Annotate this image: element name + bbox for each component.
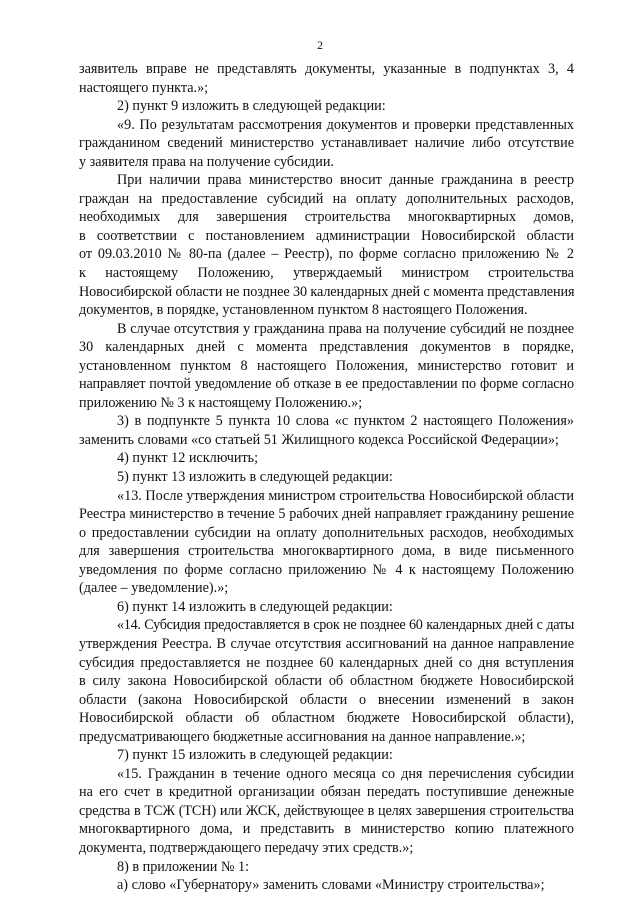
text-line: 8) в приложении № 1: bbox=[117, 858, 250, 875]
text-line: документа, подтверждающего передачу этих средств.»; bbox=[79, 839, 414, 856]
text-line: гражданином сведений министерство устанавливает наличие либо отсутствие bbox=[79, 135, 574, 152]
text-line: предусматривающего бюджетные ассигнования на данное направление.»; bbox=[79, 728, 526, 745]
text-line: многоквартирного дома, и представить в министерство копию платежного bbox=[79, 821, 574, 838]
text-line: области (закона Новосибирской области о внесении изменений в закон bbox=[79, 691, 574, 708]
text-line: Новосибирской области об областном бюджете Новосибирской области), bbox=[79, 710, 574, 727]
text-line: приложению № 3 к настоящему Положению.»; bbox=[79, 394, 363, 411]
text-line: 4) пункт 12 исключить; bbox=[117, 450, 259, 467]
text-line: настоящего пункта.»; bbox=[79, 79, 209, 96]
text-line: направляет почтой уведомление об отказе в ее предоставлении по форме согласно bbox=[79, 376, 574, 393]
text-line: к настоящему Положению, утверждаемый министром строительства bbox=[79, 265, 574, 282]
text-line: о предоставлении субсидии на оплату дополнительных расходов, необходимых bbox=[79, 524, 574, 541]
text-line: средства в ТСЖ (ТСН) или ЖСК, действующее в целях завершения строительства bbox=[79, 802, 574, 819]
text-line: а) слово «Губернатору» заменить словами «Министру строительства»; bbox=[117, 877, 545, 894]
text-line: необходимых для завершения строительства многоквартирных домов, bbox=[79, 209, 574, 226]
text-line: 6) пункт 14 изложить в следующей редакции: bbox=[117, 598, 393, 615]
text-line: При наличии права министерство вносит данные гражданина в реестр bbox=[117, 172, 574, 189]
text-line: от 09.03.2010 № 80-па (далее – Реестр), по форме согласно приложению № 2 bbox=[79, 246, 574, 263]
text-line: «15. Гражданин в течение одного месяца со дня перечисления субсидии bbox=[117, 765, 574, 782]
text-line: утверждения Реестра. В случае отсутствия ассигнований на данное направление bbox=[79, 635, 574, 652]
text-line: «14. Субсидия предоставляется в срок не позднее 60 календарных дней с даты bbox=[117, 617, 574, 634]
text-line: в соответствии с постановлением администрации Новосибирской области bbox=[79, 227, 574, 244]
text-line: Реестра министерство в течение 5 рабочих дней направляет гражданину решение bbox=[79, 506, 574, 523]
text-line: 2) пункт 9 изложить в следующей редакции: bbox=[117, 98, 386, 115]
text-line: заявитель вправе не представлять документы, указанные в подпунктах 3, 4 bbox=[79, 61, 574, 77]
text-line: Новосибирской области не позднее 30 календарных дней с момента представления bbox=[79, 283, 574, 300]
text-line: на его счет в кредитной организации обязан передать поступившие денежные bbox=[79, 784, 574, 801]
text-line: (далее – уведомление).»; bbox=[79, 580, 229, 597]
text-line: документов, в порядке, установленном пунктом 8 настоящего Положения. bbox=[79, 302, 528, 319]
text-line: заменить словами «со статьей 51 Жилищного кодекса Российской Федерации»; bbox=[79, 431, 559, 448]
text-line: в силу закона Новосибирской области об областном бюджете Новосибирской bbox=[79, 673, 574, 690]
text-line: установленном пунктом 8 настоящего Положения, министерство готовит и bbox=[79, 357, 574, 374]
text-line: граждан на предоставление субсидий на оплату дополнительных расходов, bbox=[79, 190, 574, 207]
text-line: «13. После утверждения министром строительства Новосибирской области bbox=[117, 487, 574, 504]
text-line: субсидия предоставляется не позднее 60 календарных дней со дня вступления bbox=[79, 654, 574, 671]
text-line: уведомления по форме согласно приложению № 4 к настоящему Положению bbox=[79, 561, 574, 578]
text-line: 7) пункт 15 изложить в следующей редакции: bbox=[117, 747, 393, 764]
text-line: для завершения строительства многоквартирного дома, в виде письменного bbox=[79, 543, 574, 560]
text-line: 5) пункт 13 изложить в следующей редакции: bbox=[117, 469, 393, 486]
text-line: 3) в подпункте 5 пункта 10 слова «с пунктом 2 настоящего Положения» bbox=[117, 413, 574, 430]
text-line: 30 календарных дней с момента представления документов в порядке, bbox=[79, 339, 574, 356]
text-line: «9. По результатам рассмотрения документов и проверки представленных bbox=[117, 116, 574, 133]
text-line: у заявителя права на получение субсидии. bbox=[79, 153, 334, 170]
page-number: 2 bbox=[317, 40, 323, 52]
document-body bbox=[79, 60, 574, 895]
text-line: В случае отсутствия у гражданина права на получение субсидий не позднее bbox=[117, 320, 574, 337]
